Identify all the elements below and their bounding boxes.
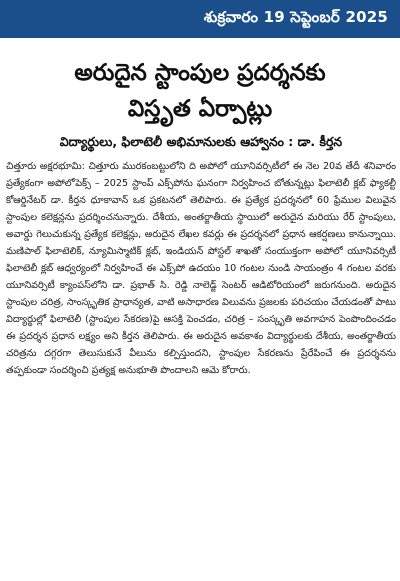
headline-line-1: అరుదైన స్టాంపుల ప్రదర్శనకు bbox=[74, 60, 326, 86]
article-body: చిత్తూరు అక్షరభూమి: చిత్తూరు మురకంబట్టులోని ది అపోలో యూనివర్సిటీలో ఈ నెల 20వ తేదీ శనివారం ప్రత్యేకంగా అపోలోపెక్స్ – 2025 స్టాంప్ ఎక్స్‌పోను ఘనంగా నిర్వహించ బోతున్నట్లు ఫిలాటెలీ క్లబ్ ఫ్యాకల్టీ కోఆర్డినేటర్ డా. కీర్తన ధూకావాన్ ఒక ప్రకటనలో తెలిపారు. ఈ ప్రత్యేక ప్రదర్శనలో 60 ఫ్రేముల విలువైన స్టాంపుల కలెక్షన్లను ప్రదర్శించనున్నారు. దేశీయ, అంతర్జాతీయ స్థాయిలో అరుదైన మరియు రేర్ స్టాంపులు, అవార్డు గెలుచుకున్న ప్రత్యేక కలెక్షన్లు, అరుదైన లేఖల కవర్లు ఈ ప్రదర్శనలో ప్రధాన ఆకర్షణలు కానున్నాయి. మణిపాల్ ఫిలాటెలిక్, న్యూమిస్మాటిక్ క్లబ్, ఇండియన్ పోస్టల్ శాఖతో సంయుక్తంగా అపోలో యూనివర్సిటీ ఫిలాటెలీ క్లబ్ ఆధ్వర్యంలో నిర్వహించే ఈ ఎక్స్‌పో ఉదయం 10 గంటల నుండి సాయంత్రం 4 గంటల వరకు యూనివర్సిటీ క్యాంపస్‌లోని డా. ప్రభాత్ సి. రెడ్డి నాలెడ్జ్ సెంటర్ ఆడిటోరియంలో జరుగనుంది. అరుదైన స్టాంపుల చరిత్ర, సాంస్కృతిక ప్రాధాన్యత, వాటి అసాధారణ విలువను ప్రజలకు పరిచయం చేయడంతో పాటు విద్యార్థుల్లో ఫిలాటెలీ (స్టాంపుల సేకరణ)పై ఆసక్తి పెంచడం, చరిత్ర – సంస్కృతి అవగాహన పెంపొందించడం ఈ ప్రదర్శన ప్రధాన లక్ష్యం అని కీర్తన తెలిపారు. ఈ అరుదైన అవకాశం విద్యార్థులకు దేశీయ, అంతర్జాతీయ చరిత్రను దగ్గరగా తెలుసుకునే వీలును కల్పిస్తుందని, స్టాంపుల సేకరణను ప్రేరేపించే ఈ ప్రదర్శనను తప్పకుండా సందర్శించి ప్రత్యక్ష అనుభూతి పొందాలని ఆమె కోరారు. bbox=[6, 161, 396, 376]
issue-date: శుక్రవారం 19 సెప్టెంబర్ 2025 bbox=[203, 8, 388, 26]
headline-line-2: విస్తృత ఏర్పాట్లు bbox=[127, 96, 273, 122]
article-subheadline: విద్యార్థులు, ఫిలాటెలీ అభిమానులకు ఆహ్వానం : డా. కీర్తన bbox=[59, 134, 343, 149]
date-banner bbox=[0, 0, 400, 38]
article-headline bbox=[10, 52, 390, 130]
